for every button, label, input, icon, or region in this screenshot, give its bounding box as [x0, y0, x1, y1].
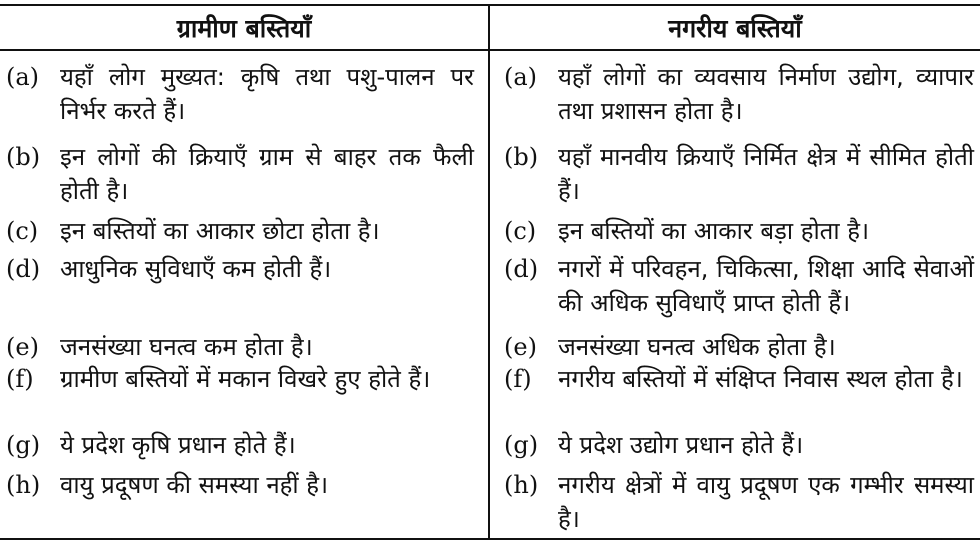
- rural-row-a: [6, 60, 474, 128]
- row-label: (e): [6, 333, 39, 361]
- row-label: (c): [504, 217, 537, 245]
- row-text: इन लोगों की क्रियाएँ ग्राम से बाहर तक फैली होती है।: [60, 143, 474, 205]
- row-text: यहाँ लोग मुख्यत: कृषि तथा पशु-पालन पर निर्भर करते हैं।: [60, 63, 474, 125]
- urban-row-d: [504, 252, 974, 320]
- row-text: जनसंख्या घनत्व अधिक होता है।: [558, 333, 836, 361]
- urban-row-h: [504, 468, 974, 536]
- row-label: (b): [6, 143, 41, 171]
- row-label: (h): [504, 471, 539, 499]
- rural-row-h: [6, 468, 474, 502]
- urban-row-b: [504, 140, 974, 208]
- urban-row-g: [504, 428, 974, 462]
- column-divider: [488, 4, 490, 540]
- urban-row-c: [504, 214, 974, 248]
- rural-row-f: [6, 362, 474, 396]
- row-text: नगरों में परिवहन, चिकित्सा, शिक्षा आदि सेवाओं की अधिक सुविधाएँ प्राप्त होती हैं।: [558, 255, 974, 317]
- row-label: (d): [504, 255, 539, 283]
- row-text: जनसंख्या घनत्व कम होता है।: [60, 333, 313, 361]
- row-text: इन बस्तियों का आकार छोटा होता है।: [60, 217, 380, 245]
- urban-row-f: [504, 362, 974, 396]
- row-label: (f): [504, 365, 532, 393]
- urban-row-e: [504, 330, 974, 364]
- row-label: (h): [6, 471, 41, 499]
- urban-column-header: नगरीय बस्तियाँ: [668, 14, 802, 43]
- row-label: (g): [6, 431, 41, 459]
- row-text: यहाँ मानवीय क्रियाएँ निर्मित क्षेत्र में सीमित होती हैं।: [558, 143, 974, 205]
- rural-row-c: [6, 214, 474, 248]
- row-text: ग्रामीण बस्तियों में मकान विखरे हुए होते हैं।: [60, 365, 431, 393]
- rural-row-g: [6, 428, 474, 462]
- row-label: (f): [6, 365, 34, 393]
- row-text: ये प्रदेश कृषि प्रधान होते हैं।: [60, 431, 296, 459]
- row-text: इन बस्तियों का आकार बड़ा होता है।: [558, 217, 870, 245]
- rural-row-b: [6, 140, 474, 208]
- rural-row-d: [6, 252, 474, 286]
- rural-column-header: ग्रामीण बस्तियाँ: [176, 14, 312, 43]
- row-text: नगरीय क्षेत्रों में वायु प्रदूषण एक गम्भीर समस्या है।: [558, 471, 974, 533]
- row-label: (e): [504, 333, 537, 361]
- row-text: ये प्रदेश उद्योग प्रधान होते हैं।: [558, 431, 804, 459]
- table-top-border: [0, 4, 980, 6]
- row-label: (a): [6, 63, 40, 91]
- row-text: नगरीय बस्तियों में संक्षिप्त निवास स्थल होता है।: [558, 365, 963, 393]
- row-text: आधुनिक सुविधाएँ कम होती हैं।: [60, 255, 332, 283]
- header-divider: [0, 49, 980, 51]
- row-label: (g): [504, 431, 539, 459]
- row-text: यहाँ लोगों का व्यवसाय निर्माण उद्योग, व्यापार तथा प्रशासन होता है।: [558, 63, 974, 125]
- row-label: (a): [504, 63, 538, 91]
- row-text: वायु प्रदूषण की समस्या नहीं है।: [60, 471, 329, 499]
- row-label: (c): [6, 217, 39, 245]
- rural-row-e: [6, 330, 474, 364]
- table-bottom-border: [0, 538, 980, 540]
- row-label: (d): [6, 255, 41, 283]
- row-label: (b): [504, 143, 539, 171]
- urban-row-a: [504, 60, 974, 128]
